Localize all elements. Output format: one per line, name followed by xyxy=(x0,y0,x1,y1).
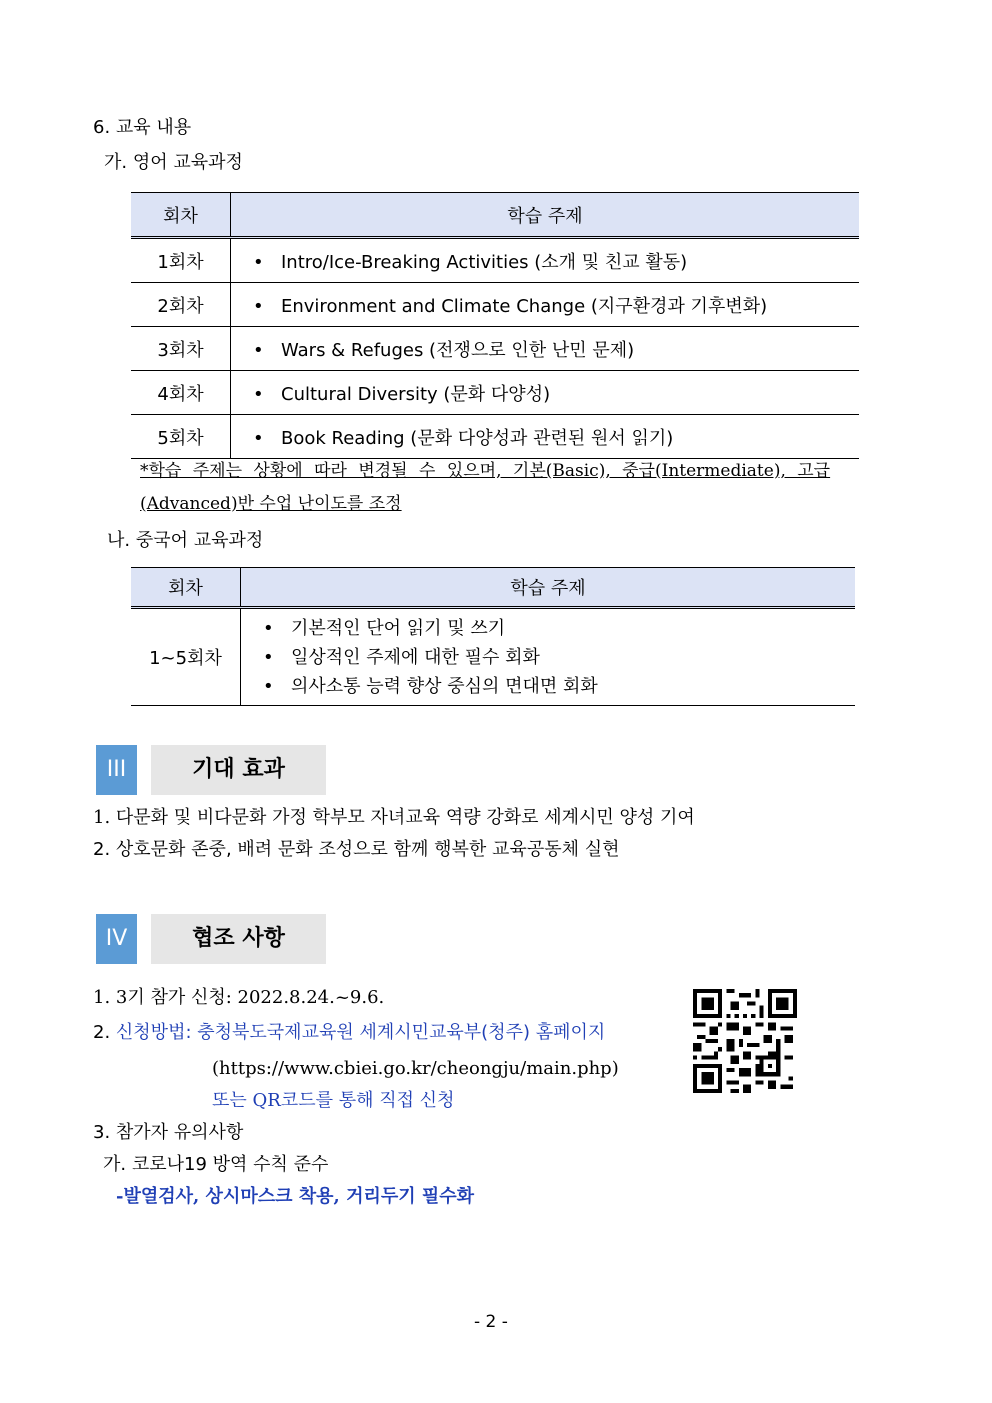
table-header-session: 회차 xyxy=(131,193,231,238)
table-header-topic: 학습 주제 xyxy=(241,568,856,608)
table-note: *학습 주제는 상황에 따라 변경될 수 있으며, 기본(Basic), 중급(Intermediate), 고급 xyxy=(140,461,831,481)
topic-cell: • Book Reading (문화 다양성과 관련된 원서 읽기) xyxy=(231,415,860,459)
chinese-curriculum-heading: 나. 중국어 교육과정 xyxy=(107,530,264,551)
cooperation-item: 1. 3기 참가 신청: 2022.8.24.~9.6. xyxy=(93,987,385,1008)
table-row xyxy=(131,415,859,459)
session-cell: 4회차 xyxy=(131,371,231,415)
table-row xyxy=(131,283,859,327)
qr-code-icon[interactable] xyxy=(693,989,797,1093)
cooperation-detail: -발열검사, 상시마스크 착용, 거리두기 필수화 xyxy=(116,1186,475,1207)
topic-cell: • 기본적인 단어 읽기 및 쓰기 • 일상적인 주제에 대한 필수 회화 • 의사소통 능력 향상 중심의 면대면 회화 xyxy=(241,608,856,706)
session-cell: 1~5회차 xyxy=(131,608,241,706)
qr-instruction: 또는 QR코드를 통해 직접 신청 xyxy=(212,1090,455,1111)
section-number: III xyxy=(96,745,137,795)
session-cell: 5회차 xyxy=(131,415,231,459)
table-header-topic: 학습 주제 xyxy=(231,193,860,238)
english-curriculum-heading: 가. 영어 교육과정 xyxy=(104,152,243,173)
topic-cell: • Cultural Diversity (문화 다양성) xyxy=(231,371,860,415)
table-note-cont: (Advanced)반 수업 난이도를 조정 xyxy=(140,494,402,514)
section-title: 기대 효과 xyxy=(151,745,326,795)
cooperation-item: 2. 신청방법: 충청북도국제교육원 세계시민교육부(청주) 홈페이지 xyxy=(93,1022,606,1043)
table-row xyxy=(131,608,855,706)
section-number: IV xyxy=(96,914,137,964)
session-cell: 1회차 xyxy=(131,238,231,283)
section-heading: 6. 교육 내용 xyxy=(93,117,192,138)
table-header-session: 회차 xyxy=(131,568,241,608)
expected-effect-item: 1. 다문화 및 비다문화 가정 학부모 자녀교육 역량 강화로 세계시민 양성 기여 xyxy=(93,807,695,828)
page-number: - 2 - xyxy=(474,1312,508,1332)
topic-cell: • Wars & Refuges (전쟁으로 인한 난민 문제) xyxy=(231,327,860,371)
table-row xyxy=(131,238,859,283)
section-title: 협조 사항 xyxy=(151,914,326,964)
cooperation-item: 3. 참가자 유의사항 xyxy=(93,1122,244,1143)
english-curriculum-table xyxy=(131,192,859,459)
session-cell: 3회차 xyxy=(131,327,231,371)
topic-cell: • Intro/Ice-Breaking Activities (소개 및 친교 활동) xyxy=(231,238,860,283)
expected-effect-item: 2. 상호문화 존중, 배려 문화 조성으로 함께 행복한 교육공동체 실현 xyxy=(93,839,620,860)
homepage-link[interactable]: (https://www.cbiei.go.kr/cheongju/main.php) xyxy=(212,1058,619,1079)
cooperation-subitem: 가. 코로나19 방역 수칙 준수 xyxy=(103,1154,329,1175)
chinese-curriculum-table xyxy=(131,567,855,706)
table-row xyxy=(131,327,859,371)
topic-cell: • Environment and Climate Change (지구환경과 기후변화) xyxy=(231,283,860,327)
table-row xyxy=(131,371,859,415)
session-cell: 2회차 xyxy=(131,283,231,327)
